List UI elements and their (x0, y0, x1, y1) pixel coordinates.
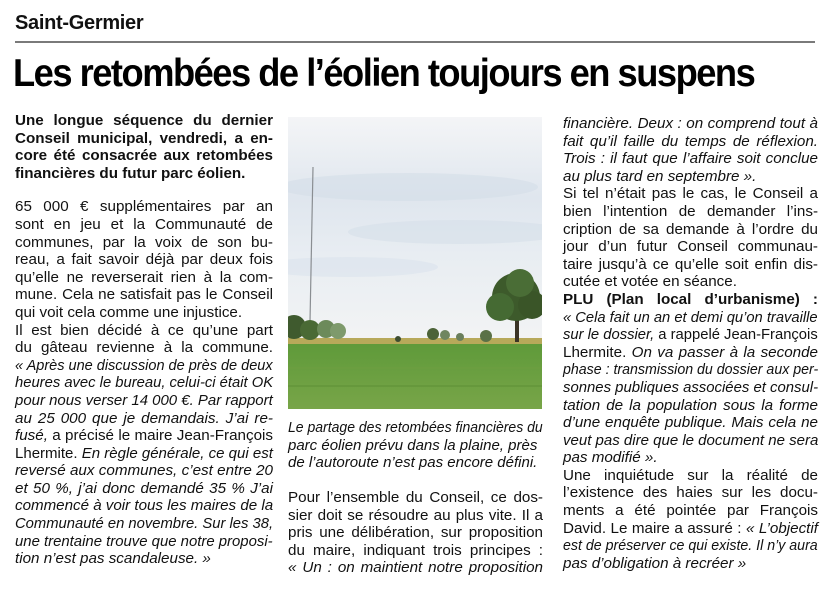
lead-line: financières du futur parc éolien. (15, 164, 246, 182)
quote-line: est de préserver ce qui existe. Il n’y aura (563, 537, 818, 555)
text-line: communes, par la voix de son bu- (15, 233, 273, 251)
quote-line: Communauté en novembre. Sur les 38, (15, 515, 274, 533)
section-kicker: Saint-Germier (15, 12, 144, 34)
quote-line: « Après une discussion de près de deux (15, 356, 273, 374)
quote-line: et 50 %, j’ai donc demandé 35 % J’ai (15, 479, 273, 497)
article-headline: Les retombées de l’éolien toujours en suspens (13, 52, 755, 95)
article-photo (288, 117, 542, 409)
lead-line: Une longue séquence du dernier (15, 112, 273, 129)
text-line: pris une délibération, sur proposition (288, 524, 543, 542)
quote-line: une trentaine trouve que notre proposi- (15, 532, 273, 550)
quote-line: phase : transmission du dossier aux per- (563, 361, 819, 379)
text-line: Une inquiétude sur la réalité de (563, 466, 818, 484)
text-line: mune. Cela ne satisfait pas le Conseil (15, 286, 273, 304)
quote-line: reversé aux communes, c’est entre 20 (15, 462, 273, 480)
photo-caption (288, 419, 543, 472)
text-line: l’existence des haies sur les docu- (563, 484, 818, 502)
text-line: jour d’un futur Conseil communau- (563, 238, 818, 256)
caption-line: Le partage des retombées financières du (288, 419, 543, 436)
subhead-plu: PLU (Plan local d’urbanisme) : (563, 290, 818, 308)
lead-paragraph (15, 112, 273, 182)
text-line: du gâteau revienne à la commune. (15, 339, 273, 357)
lead-line: Conseil municipal, vendredi, a en- (15, 129, 273, 147)
wind-farm-plain-image (288, 117, 542, 409)
text-line: Il est bien décidé à ce qu’une part (15, 321, 273, 339)
mixed-line: Lhermite. On va passer à la seconde (563, 343, 819, 361)
text-line: qui voit cela comme une injustice. (15, 303, 243, 321)
quote-line: financière. Deux : on comprend tout à (563, 115, 818, 132)
article-column-1 (15, 112, 273, 568)
quote-line: sonnes publiques associées et consul- (563, 378, 819, 396)
text-line: cription de sa demande à l’ordre du (563, 220, 818, 238)
body-paragraph (15, 198, 273, 567)
text-line: du maire, indiquant trois principes : (288, 541, 543, 559)
quote-line: pas d’obligation à recréer » (563, 554, 747, 572)
caption-line: parc éolien prévu dans la plaine, près (288, 436, 538, 454)
quote-line: tation de la population sous la forme (563, 396, 818, 414)
text-line: ments a été pointée par François (563, 502, 818, 520)
text-line: sont en jeu et la Communauté de (15, 215, 273, 233)
quote-line: au plus tard en septembre ». (563, 167, 757, 185)
text-line: 65 000 € supplémentaires par an (15, 198, 273, 216)
kicker-divider (15, 41, 815, 43)
text-line: taire jusqu’à ce qu’elle soit enfin dis- (563, 255, 818, 273)
text-line: sier doit se résoudre au plus vite. Il a (288, 506, 543, 524)
caption-line: de l’autoroute n’est pas encore défini. (288, 454, 538, 471)
text-line: cutée et votée en séance. (563, 273, 737, 291)
article-column-3 (563, 115, 818, 572)
text-line: qu’elle ne reverserait rien à la com- (15, 268, 273, 286)
quote-line: « Un : on maintient notre proposition (288, 559, 543, 577)
quote-line: fait qu’il faille du temps de réflexion. (563, 132, 818, 150)
article-column-2 (288, 489, 543, 577)
text-line: reau, a fait savoir déjà par deux fois (15, 251, 273, 269)
mixed-line: fusé, a précisé le maire Jean-François (15, 427, 273, 445)
quote-line: heures avec le bureau, celui-ci était OK (15, 374, 274, 392)
lead-line: core été consacrée aux retombées (15, 147, 273, 165)
mixed-line: sur le dossier, a rappelé Jean-François (563, 326, 818, 344)
quote-line: commencé à voir tous les maires de la (15, 497, 274, 515)
quote-line: « Cela fait un an et demi qu’on travaille (563, 308, 818, 326)
text-line: bien l’intention de demander l’ins- (563, 202, 818, 220)
mixed-line: David. Le maire a assuré : « L’objectif (563, 519, 818, 537)
quote-line: pour nous verser 14 000 €. Par rapport (15, 391, 273, 409)
quote-line: au 25 000 que je demandais. J’ai re- (15, 409, 273, 427)
quote-line: veut pas dire que le document ne sera (563, 431, 819, 449)
text-line: Si tel n’était pas le cas, le Conseil a (563, 185, 818, 203)
quote-line: pas modifié ». (563, 449, 658, 467)
quote-line: Trois : il faut que l’affaire soit conclue (563, 150, 818, 168)
quote-line: d’une enquête publique. Mais cela ne (563, 414, 818, 432)
text-line: Pour l’ensemble du Conseil, ce dos- (288, 489, 543, 506)
mixed-line: Lhermite. En règle générale, ce qui est (15, 444, 273, 462)
quote-line: tion n’est pas scandaleuse. » (15, 550, 211, 568)
